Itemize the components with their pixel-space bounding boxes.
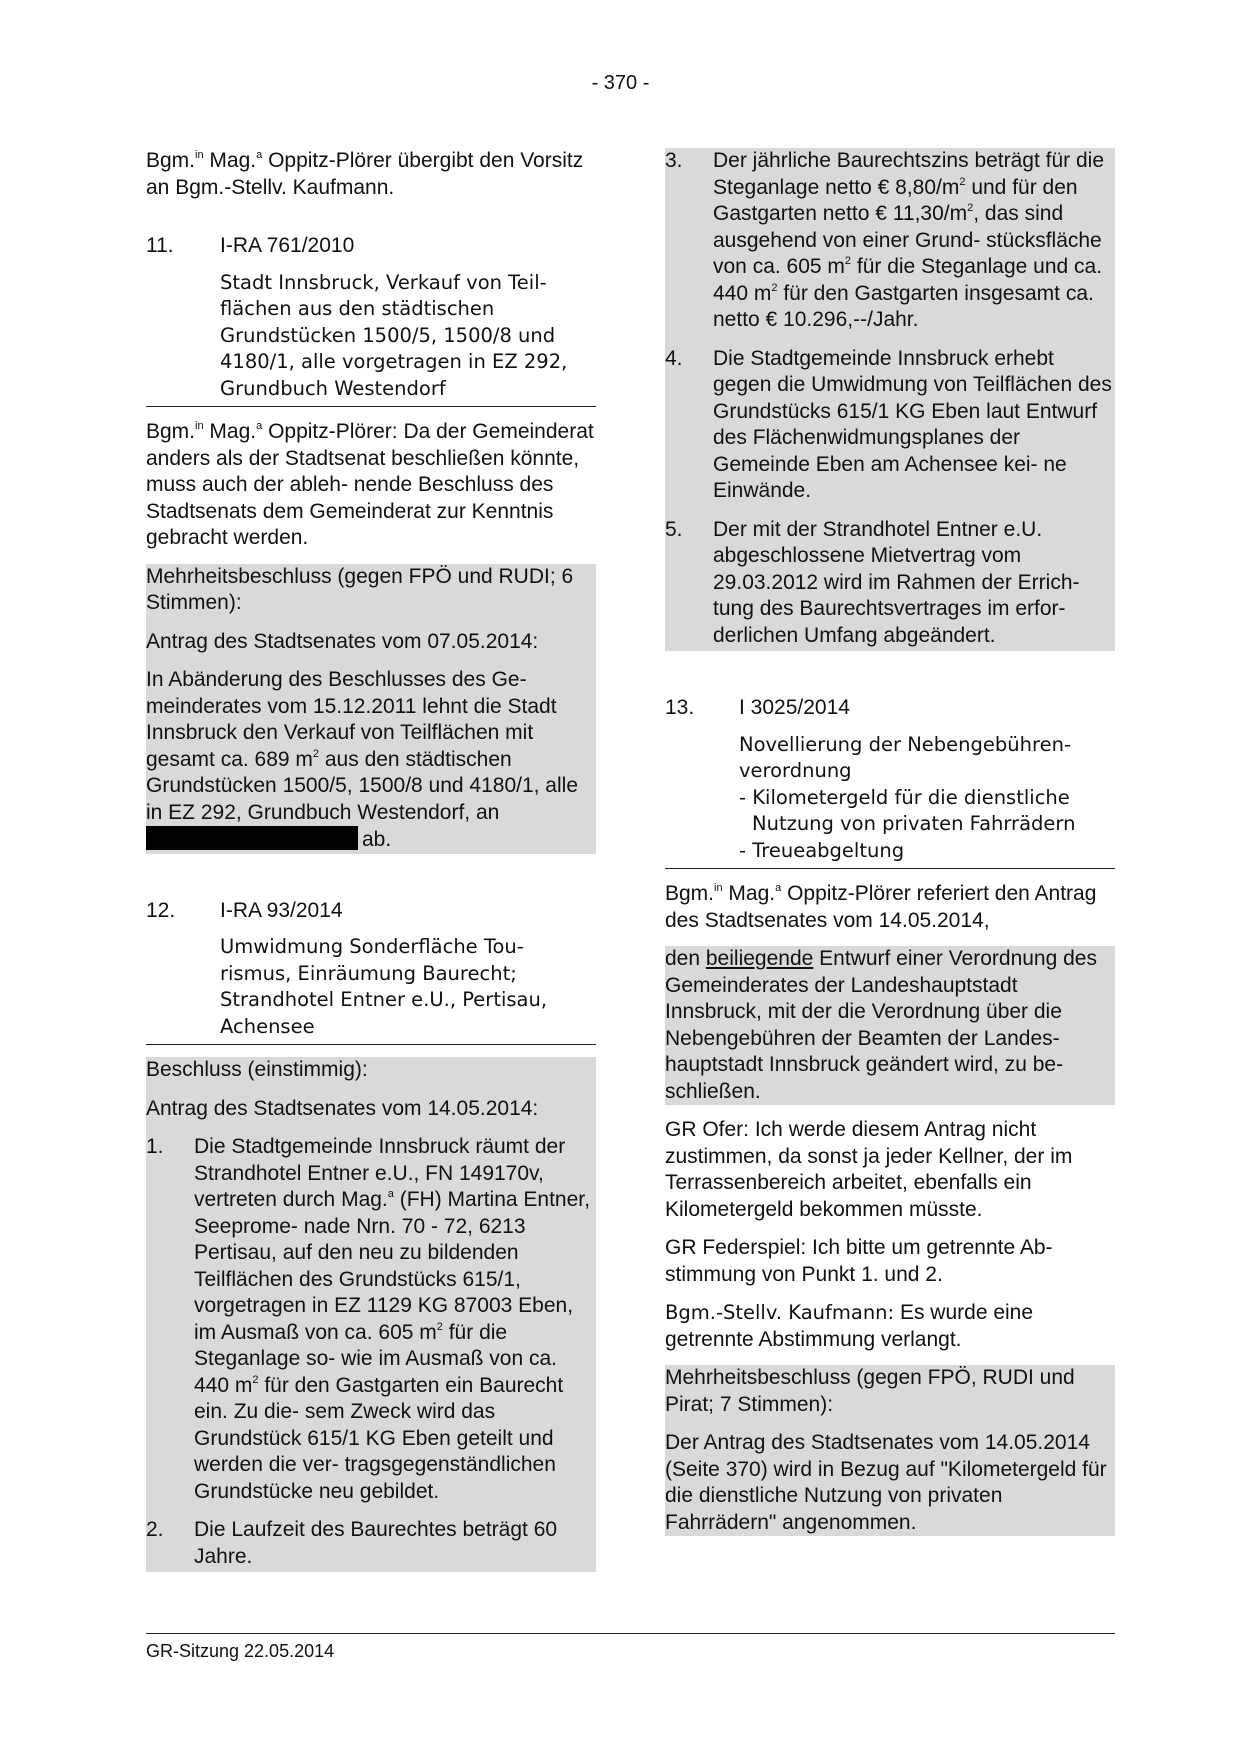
item-11-resolution-block <box>146 564 596 854</box>
item-12-header <box>146 898 596 925</box>
item-13-motion-block <box>665 946 1115 1105</box>
resolution-result: Mehrheitsbeschluss (gegen FPÖ und RUDI; 6 Stimmen): <box>146 564 574 614</box>
item-11-header <box>146 233 596 260</box>
footer-rule <box>146 1633 1115 1634</box>
item-12-title: Umwidmung Sonderfläche Tou- rismus, Einräumung Baurecht; Strandhotel Entner e.U., Pertisau, Achensee <box>146 934 596 1045</box>
motion-point-5: 5. Der mit der Strandhotel Entner e.U. abgeschlossene Mietvertrag vom 29.03.2012 wird im Rahmen der Errich- tung des Baurechtsvertrages im erfor- derlichen Umfang abgeändert. <box>665 517 1080 647</box>
redaction-bar <box>146 826 358 850</box>
motion-point-3: 3. Der jährliche Baurechtszins beträgt für die Steganlage netto € $8,80/m^2$ und für den Gastgarten netto € $11,30/m^2$, das sind ausgehend von einer Grund- stücksfläche von ca. 605 $m^2$ für die Steganlage und ca. 440 $m^2$ für den Gastgarten insgesamt ca. netto € 10.296,--/Jahr. <box>665 149 1105 331</box>
right-column <box>665 148 1115 1536</box>
item-code: I-RA 93/2014 <box>220 898 343 922</box>
kaufmann-statement: Bgm.-Stellv. Kaufmann: Es wurde eine getrennte Abstimmung verlangt. <box>665 1301 1034 1351</box>
item-number: 12. <box>146 898 176 922</box>
mayor-statement: Bgm.$^{in}$ Mag.$^a$ Oppitz-Plörer referiert den Antrag des Stadtsenates vom 14.05.2014, <box>665 882 1097 932</box>
footer-session-date: GR-Sitzung 22.05.2014 <box>146 1641 335 1661</box>
left-column <box>146 148 596 1572</box>
mayor-statement: Bgm.$^{in}$ Mag.$^a$ Oppitz-Plörer: Da der Gemeinderat anders als der Stadtsenat beschließen könnte, muss auch der ableh- nende Beschluss des Stadtsenats dem Gemeinderat zur Kenntnis gebracht werden. <box>146 420 594 549</box>
page-number: - 370 - <box>591 72 650 94</box>
resolution-text: Der Antrag des Stadtsenates vom 14.05.2014 (Seite 370) wird in Bezug auf "Kilometergeld für die dienstliche Nutzung von privaten Fahrrädern" angenommen. <box>665 1431 1107 1534</box>
item-13-title: Novellierung der Nebengebühren- verordnung - Kilometergeld für die dienstliche Nutzung von privaten Fahrrädern - Treueabgeltung <box>665 732 1115 870</box>
motion-text: den beiliegende Entwurf einer Verordnung des Gemeinderates der Landeshauptstadt Innsbruck, mit der die Verordnung über die Nebengebühren der Beamten der Landes- hauptstadt Innsbruck geändert wird, zu be- schließen. <box>665 947 1097 1103</box>
motion-text: In Abänderung des Beschlusses des Ge- meinderates vom 15.12.2011 lehnt die Stadt Innsbruck den Verkauf von Teilflächen mit gesamt ca. 689 $m^2$ aus den städtischen Grundstücken 1500/5, 1500/8 und 4180/1, alle in EZ 292, Grundbuch Westendorf, an ab. <box>146 668 578 851</box>
motion-heading: Antrag des Stadtsenates vom 14.05.2014: <box>146 1096 539 1120</box>
item-13-resolution-block <box>665 1365 1115 1536</box>
item-12-resolution-block <box>146 1057 596 1572</box>
motion-heading: Antrag des Stadtsenates vom 07.05.2014: <box>146 629 539 653</box>
item-code: I-RA 761/2010 <box>220 234 355 257</box>
motion-point-2: 2. Die Laufzeit des Baurechtes beträgt 60 Jahre. <box>146 1518 558 1568</box>
chair-handover: Bgm.$^{in}$ Mag.$^a$ Oppitz-Plörer übergibt den Vorsitz an Bgm.-Stellv. Kaufmann. <box>146 149 584 199</box>
item-12-continuation-block <box>665 148 1115 651</box>
resolution-result: Mehrheitsbeschluss (gegen FPÖ, RUDI und Pirat; 7 Stimmen): <box>665 1366 1075 1416</box>
resolution-result: Beschluss (einstimmig): <box>146 1058 368 1081</box>
item-number: 11. <box>146 234 174 257</box>
federspiel-statement: GR Federspiel: Ich bitte um getrennte Ab- stimmung von Punkt 1. und 2. <box>665 1236 1053 1286</box>
motion-point-4: 4. Die Stadtgemeinde Innsbruck erhebt gegen die Umwidmung von Teilflächen des Grundstücks 615/1 KG Eben laut Entwurf des Flächenwidmungsplanes der Gemeinde Eben am Achensee kei- ne Einwände. <box>665 346 1112 502</box>
item-11-title: Stadt Innsbruck, Verkauf von Teil- flächen aus den städtischen Grundstücken 1500/5, 1500/8 und 4180/1, alle vorgetragen in EZ 292, Grundbuch Westendorf <box>146 270 596 408</box>
item-13-header <box>665 695 1115 722</box>
motion-point-1: 1. Die Stadtgemeinde Innsbruck räumt der Strandhotel Entner e.U., FN 149170v, vertreten durch Mag.$^a$ (FH) Martina Entner, Seeprome- nade Nrn. 70 - 72, 6213 Pertisau, auf den neu zu bildenden Teilflächen des Grundstücks 615/1, vorgetragen in EZ 1129 KG 87003 Eben, im Ausmaß von ca. 605 $m^2$ für die Steganlage so- wie im Ausmaß von ca. 440 $m^2$ für den Gastgarten ein Baurecht ein. Zu die- sem Zweck wird das Grundstück 615/1 KG Eben geteilt und werden die ver- tragsgegenständlichen Grundstücke neu gebildet. <box>146 1135 590 1503</box>
item-code: I 3025/2014 <box>739 696 850 719</box>
item-number: 13. <box>665 696 695 719</box>
ofer-statement: GR Ofer: Ich werde diesem Antrag nicht zustimmen, da sonst ja jeder Kellner, der im Terrassenbereich arbeitet, ebenfalls ein Kilometergeld bekommen müsste. <box>665 1118 1073 1221</box>
